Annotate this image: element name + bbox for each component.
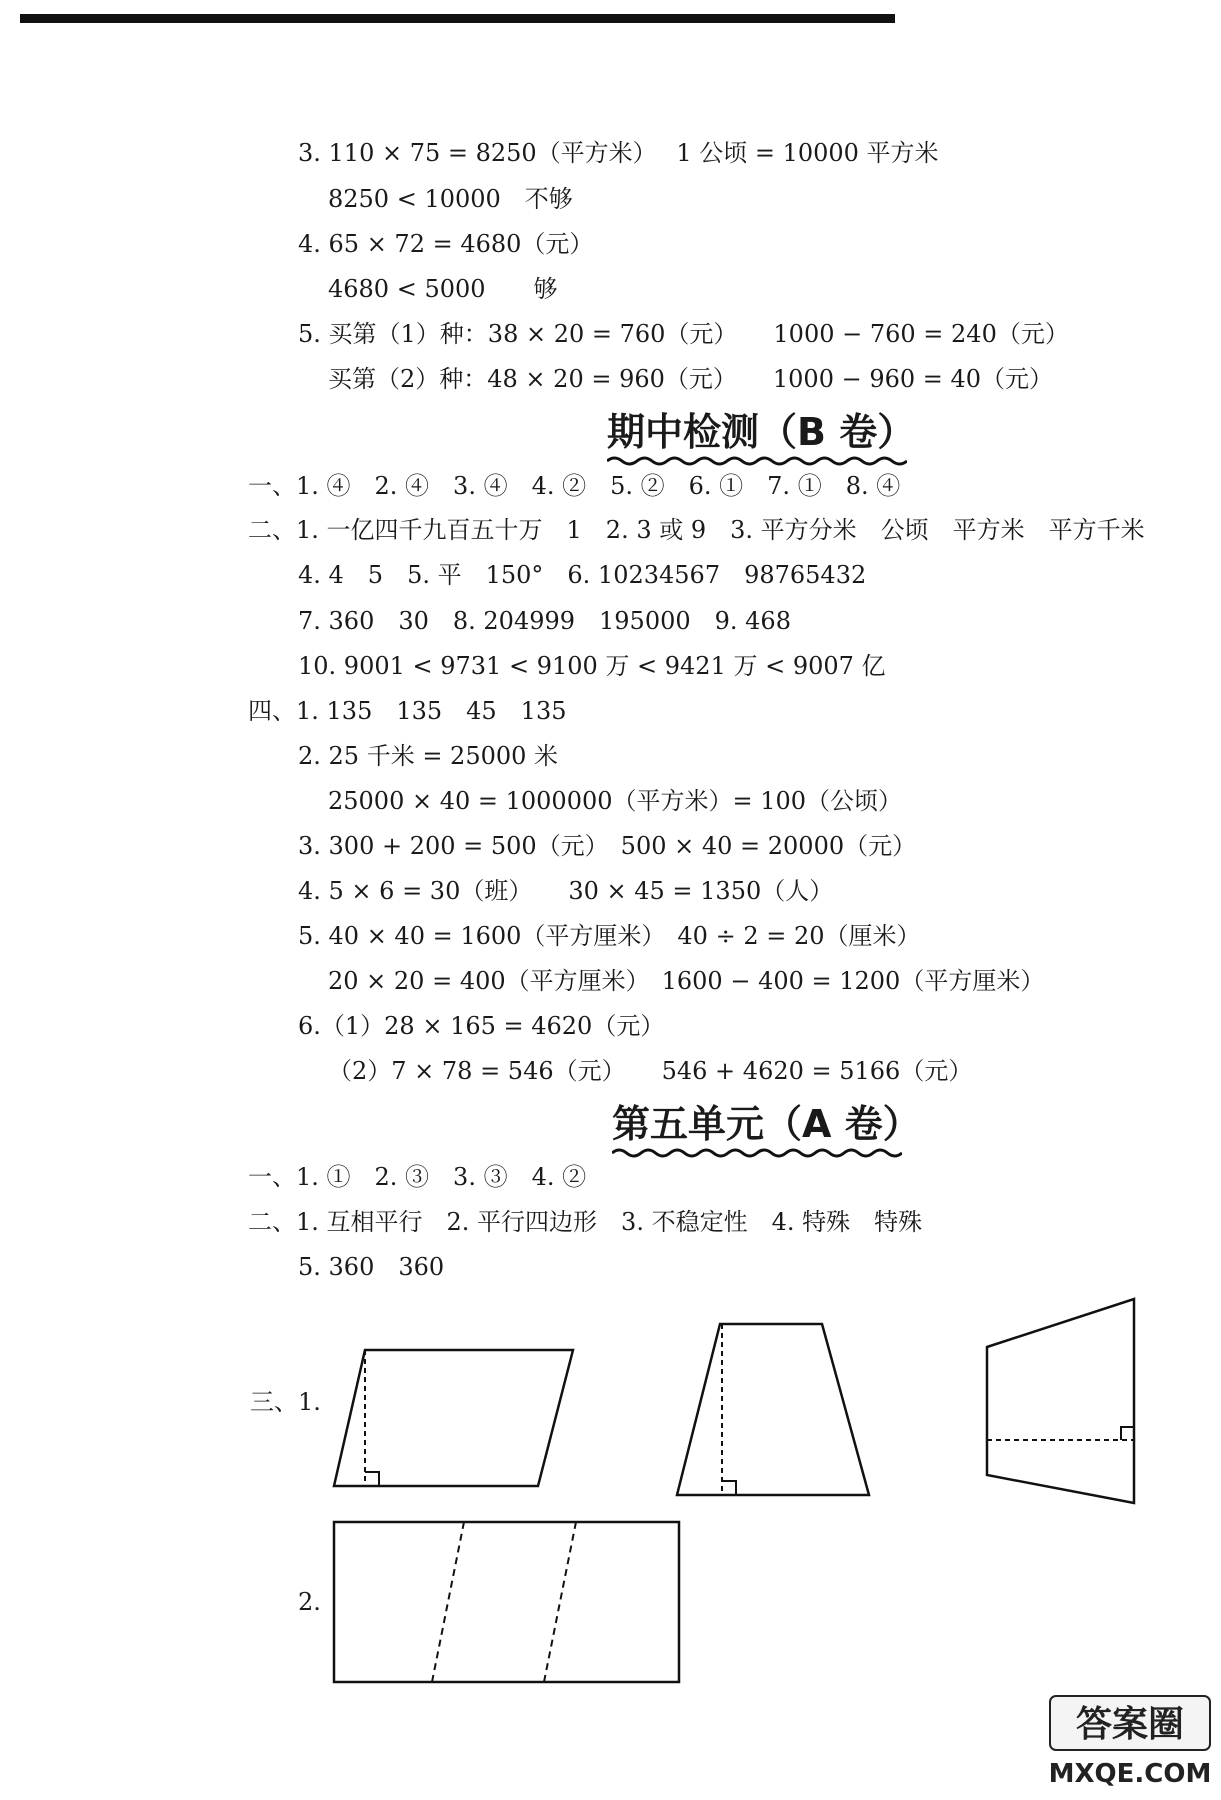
title-wavy-underline: [612, 1147, 902, 1159]
answer-line: 20 × 20 = 400（平方厘米） 1600 − 400 = 1200（平方厘米）: [328, 967, 1045, 995]
answer-line: 4680 < 5000 够: [328, 275, 558, 303]
answer-line: 二、1. 互相平行 2. 平行四边形 3. 不稳定性 4. 特殊 特殊: [248, 1208, 923, 1236]
answer-line: 3. 110 × 75 = 8250（平方米） 1 公顷 = 10000 平方米: [298, 139, 939, 167]
answer-line: 5. 360 360: [298, 1253, 445, 1281]
answer-line: 3. 300 + 200 = 500（元） 500 × 40 = 20000（元）: [298, 832, 917, 860]
title-wavy-underline: [607, 455, 907, 467]
watermark-logo: [1040, 1690, 1216, 1794]
answer-line: 四、1. 135 135 45 135: [248, 697, 567, 725]
answer-line: 8250 < 10000 不够: [328, 185, 573, 213]
answer-line: 2. 25 千米 = 25000 米: [298, 742, 559, 770]
watermark-bottom-text: MXQE.COM: [1048, 1759, 1212, 1789]
section-title-midterm-b: 期中检测（B 卷）: [607, 410, 916, 454]
rectangle-cut-figure: [330, 1518, 685, 1688]
answer-line: 一、1. ④ 2. ④ 3. ④ 4. ② 5. ② 6. ① 7. ① 8. ④: [248, 472, 901, 500]
answer-line: 二、1. 一亿四千九百五十万 1 2. 3 或 9 3. 平方分米 公顷 平方米 平方千米: [248, 516, 1145, 544]
answer-line: 10. 9001 < 9731 < 9100 万 < 9421 万 < 9007 亿: [298, 652, 886, 680]
answer-line: 4. 4 5 5. 平 150° 6. 10234567 98765432: [298, 561, 867, 589]
trapezoid-height-figure: [672, 1320, 872, 1500]
answer-line: （2）7 × 78 = 546（元） 546 + 4620 = 5166（元）: [328, 1057, 973, 1085]
figure-label: 三、1.: [250, 1388, 321, 1416]
parallelogram-height-figure: [330, 1345, 580, 1495]
answer-line: 4. 65 × 72 = 4680（元）: [298, 230, 594, 258]
watermark-top-text: 答案圈: [1075, 1704, 1185, 1745]
answer-line: 一、1. ① 2. ③ 3. ③ 4. ②: [248, 1163, 587, 1191]
answer-line: 5. 买第（1）种：38 × 20 = 760（元） 1000 − 760 = 240（元）: [298, 320, 1069, 348]
header-rule: [20, 14, 895, 23]
section-title-unit5-a: 第五单元（A 卷）: [612, 1102, 921, 1146]
answer-line: 5. 40 × 40 = 1600（平方厘米） 40 ÷ 2 = 20（厘米）: [298, 922, 921, 950]
answer-line: 买第（2）种：48 × 20 = 960（元） 1000 − 960 = 40（元）: [328, 365, 1054, 393]
answer-line: 7. 360 30 8. 204999 195000 9. 468: [298, 607, 791, 635]
answer-line: 25000 × 40 = 1000000（平方米）= 100（公顷）: [328, 787, 903, 815]
answer-line: 6.（1）28 × 165 = 4620（元）: [298, 1012, 665, 1040]
answer-line: 4. 5 × 6 = 30（班） 30 × 45 = 1350（人）: [298, 877, 834, 905]
figure-label: 2.: [298, 1588, 321, 1616]
right-trapezoid-height-figure: [983, 1295, 1143, 1510]
